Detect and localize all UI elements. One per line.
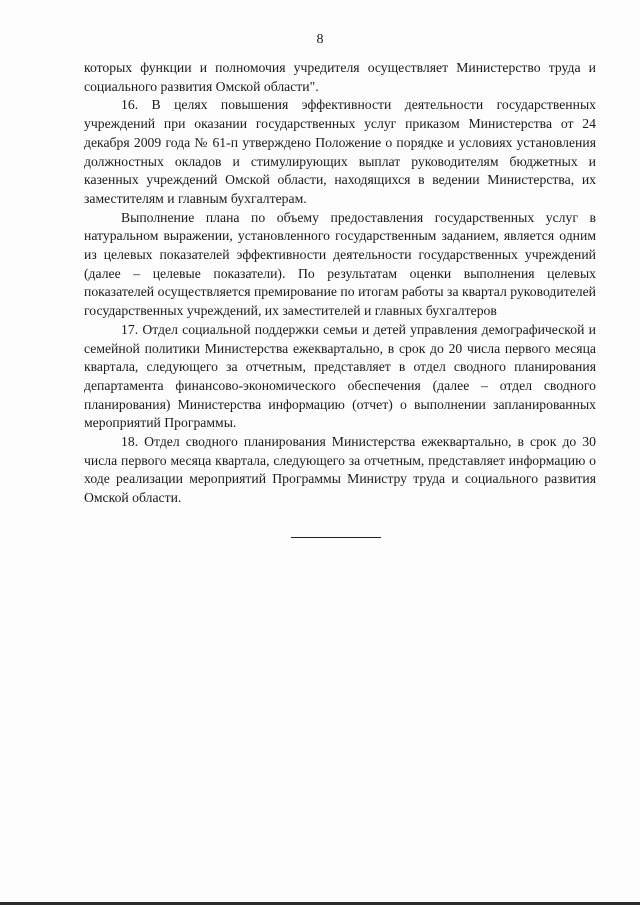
paragraph-16: 16. В целях повышения эффективности деятельности государственных учреждений при оказании государственных услуг приказом Министерства от 24 декабря 2009 года № 61-п утверждено Положение о порядке и условиях установления должностных окладов и стимулирующих выплат руководителям бюджетных и казенных учреждений Омской области, находящихся в ведении Министерства, их заместителям и главным бухгалтерам. xyxy=(84,97,596,206)
document-body xyxy=(84,59,596,508)
paragraph-continuation: которых функции и полномочия учредителя осуществляет Министерство труда и социального развития Омской области". xyxy=(84,60,596,94)
end-of-text-rule xyxy=(291,537,381,538)
paragraph-18: 18. Отдел сводного планирования Министерства ежеквартально, в срок до 30 числа первого месяца квартала, следующего за отчетным, представляет информацию о ходе реализации мероприятий Программы Министру труда и социального развития Омской области. xyxy=(84,434,596,506)
paragraph-plan-execution: Выполнение плана по объему предоставления государственных услуг в натуральном выражении, установленного государственным заданием, является одним из целевых показателей эффективности деятельности государственных учреждений (далее – целевые показатели). По результатам оценки выполнения целевых показателей осуществляется премирование по итогам работы за квартал руководителей государственных учреждений, их заместителей и главных бухгалтеров xyxy=(84,209,596,319)
page-number: 8 xyxy=(316,32,324,47)
paragraph-17: 17. Отдел социальной поддержки семьи и детей управления демографической и семейной политики Министерства ежеквартально, в срок до 20 числа первого месяца квартала, следующего за отчетным, представляет в отдел сводного планирования департамента финансово-экономического обеспечения (далее – отдел сводного планирования) Министерства информацию (отчет) о выполнении запланированных мероприятий Программы. xyxy=(84,321,596,431)
